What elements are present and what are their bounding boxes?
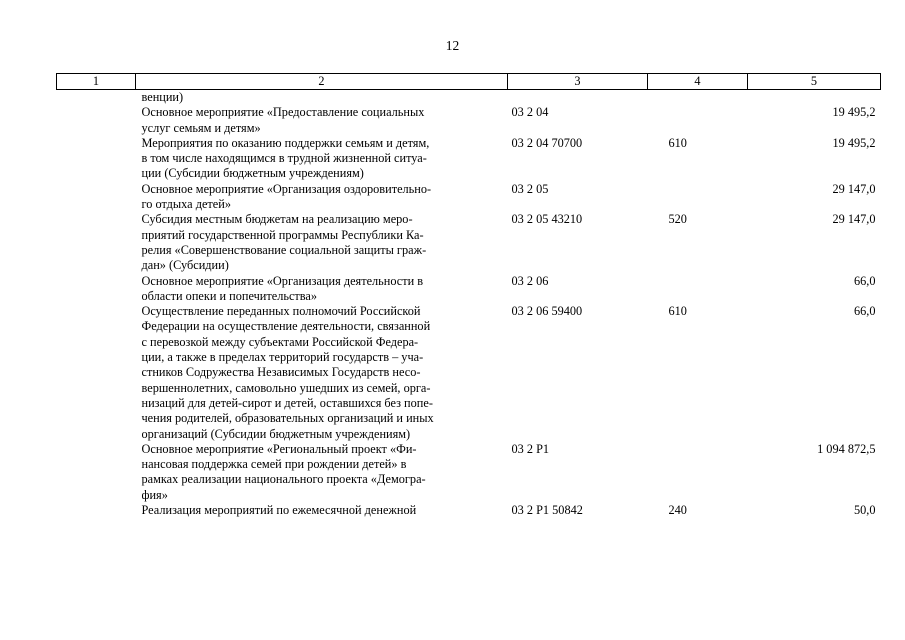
row-type xyxy=(648,274,748,305)
row-description: Субсидия местным бюджетам на реализацию меро- приятий государственной программы Республики Ка- релия «Совершенствование социальной защиты граж- дан» (Субсидии) xyxy=(141,212,427,273)
row-type: 520 xyxy=(668,212,687,227)
row-type xyxy=(648,442,748,503)
row-code: 03 2 06 59400 xyxy=(511,304,583,319)
row-description: Основное мероприятие «Организация деятельности в области опеки и попечительства» xyxy=(141,273,424,303)
empty-cell xyxy=(57,304,136,442)
column-header-4: 4 xyxy=(648,74,748,90)
table-row xyxy=(57,304,881,442)
row-type: 610 xyxy=(668,135,687,150)
row-amount xyxy=(748,90,881,106)
row-type xyxy=(648,182,748,213)
table-row xyxy=(57,212,881,273)
row-code: 03 2 04 xyxy=(511,105,549,120)
empty-cell xyxy=(57,182,136,213)
header-row xyxy=(57,74,881,90)
row-description: Основное мероприятие «Региональный проект «Фи- нансовая поддержка семей при рождении детей» в рамках реализации национального проекта «Демогра- фия» xyxy=(141,441,426,502)
row-amount: 29 147,0 xyxy=(832,181,876,196)
table-row xyxy=(57,136,881,182)
row-amount: 1 094 872,5 xyxy=(817,441,876,456)
table-row xyxy=(57,182,881,213)
row-type: 240 xyxy=(668,503,687,518)
table-row xyxy=(57,105,881,136)
column-header-5: 5 xyxy=(748,74,881,90)
row-code: 03 2 05 43210 xyxy=(511,212,583,227)
row-type xyxy=(648,90,748,106)
column-header-2: 2 xyxy=(136,74,508,90)
row-code xyxy=(508,90,648,106)
column-header-3: 3 xyxy=(508,74,648,90)
row-amount: 66,0 xyxy=(853,304,876,319)
column-header-1: 1 xyxy=(57,74,136,90)
empty-cell xyxy=(57,90,136,106)
empty-cell xyxy=(57,503,136,518)
table-row xyxy=(57,503,881,518)
table-row xyxy=(57,442,881,503)
row-code: 03 2 04 70700 xyxy=(511,135,583,150)
row-amount: 19 495,2 xyxy=(832,135,876,150)
row-description: Основное мероприятие «Организация оздоровительно- го отдыха детей» xyxy=(141,181,432,212)
table-row xyxy=(57,90,881,106)
row-type xyxy=(648,105,748,136)
row-code: 03 2 06 xyxy=(511,273,549,288)
row-amount: 19 495,2 xyxy=(832,105,876,120)
empty-cell xyxy=(57,274,136,305)
empty-cell xyxy=(57,105,136,136)
table-row xyxy=(57,274,881,305)
row-type: 610 xyxy=(668,304,687,319)
row-code: 03 2 05 xyxy=(511,181,549,196)
row-code: 03 2 P1 xyxy=(511,441,550,456)
page-number: 12 xyxy=(445,38,460,53)
row-code: 03 2 P1 50842 xyxy=(511,503,583,518)
row-amount: 50,0 xyxy=(853,503,876,518)
row-amount: 29 147,0 xyxy=(832,212,876,227)
empty-cell xyxy=(57,136,136,182)
row-description: Основное мероприятие «Предоставление социальных услуг семьям и детям» xyxy=(141,105,425,135)
budget-table xyxy=(56,73,881,518)
row-description: Мероприятия по оказанию поддержки семьям и детям, в том числе находящимся в трудной жизненной ситуа- ции (Субсидии бюджетным учреждениям) xyxy=(141,135,430,181)
row-description: Реализация мероприятий по ежемесячной денежной xyxy=(141,503,417,518)
row-amount: 66,0 xyxy=(853,273,876,288)
row-description: Осуществление переданных полномочий Российской Федерации на осуществление деятельности, связанной с перевозкой между субъектами Российской Федера- ции, а также в пределах территорий государств – уча- стников Содружества Независимых Государств несо- вершеннолетних, самовольно ушедших из семей, орга- низаций для детей-сирот и детей, оставшихся без попе- чения родителей, образовательных организаций и иных организаций (Субсидии бюджетным учреждениям) xyxy=(141,304,434,441)
empty-cell xyxy=(57,212,136,273)
empty-cell xyxy=(57,442,136,503)
row-description: венции) xyxy=(141,90,184,104)
